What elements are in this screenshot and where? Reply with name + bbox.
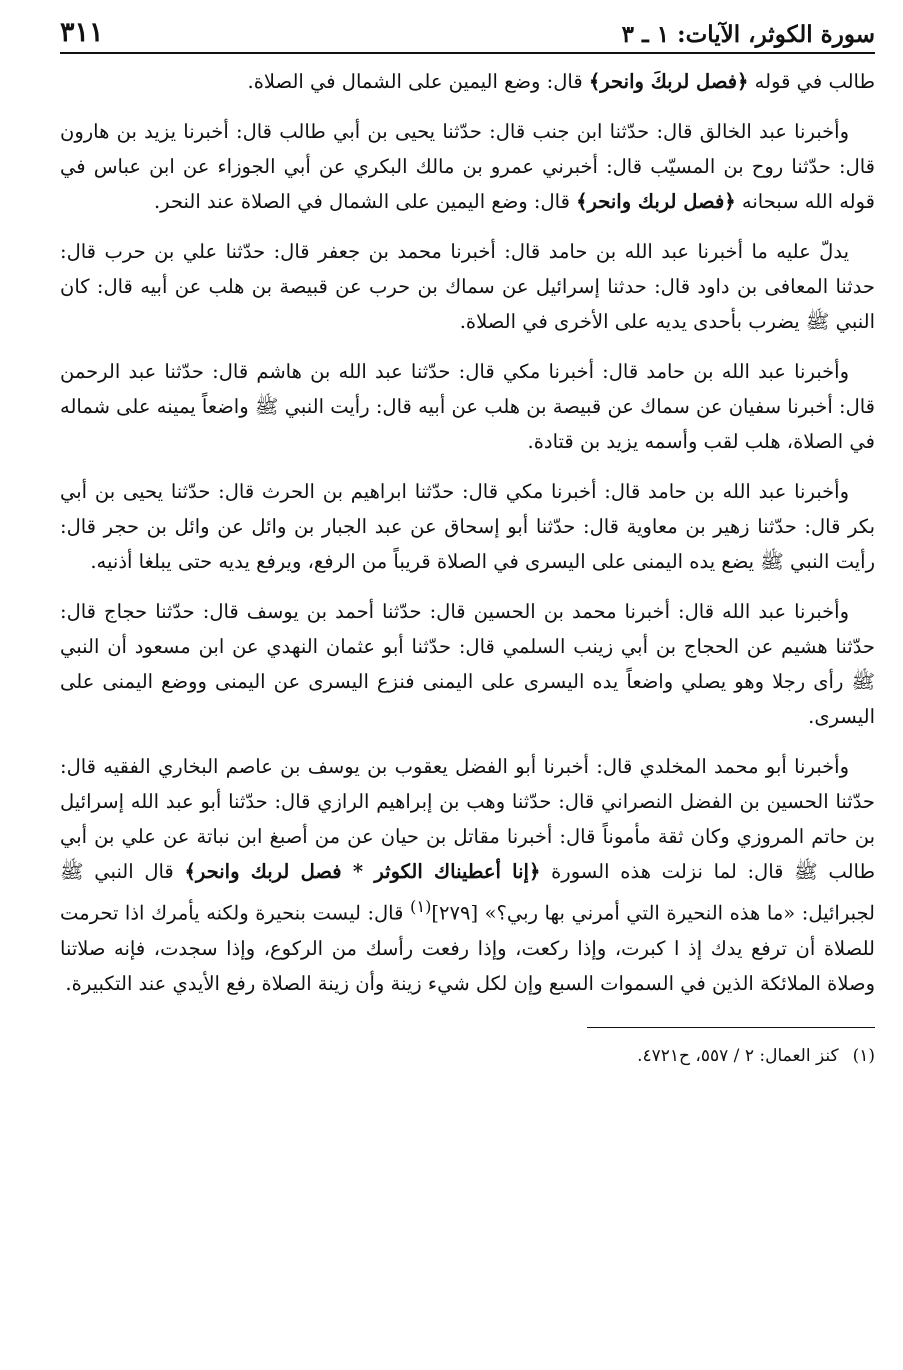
quran-quote: ﴿فصل لربكَ وانحر﴾ <box>588 70 749 93</box>
paragraph <box>60 354 875 459</box>
running-header <box>60 14 875 54</box>
text-run: قال: ليست بنحيرة ولكنه يأمرك اذا تحرمت للصلاة أن ترفع يدك إذ ا كبرت، وإذا ركعت، وإذا رفعت رأسك من الركوع، وإذا سجدت، فإنه صلاتنا وصلاة الملائكة الذين في السموات السبع وإن لكل شيء زينة وأن زينة الصلاة رفع الأيدي عند التكبيرة. <box>60 901 875 995</box>
footnote-text: كنز العمال: ٢ / ٥٥٧، ح٤٧٢١. <box>637 1045 839 1066</box>
chapter-title: سورة الكوثر، الآيات: ١ ـ ٣ <box>621 21 875 48</box>
paragraph <box>60 64 875 99</box>
book-page <box>60 14 875 1370</box>
page-number: ٣١١ <box>60 17 104 48</box>
text-run: وأخبرنا عبد الله بن حامد قال: أخبرنا مكي قال: حدّثنا عبد الله بن هاشم قال: حدّثنا عبد الرحمن قال: أخبرنا سفيان عن سماك عن قبيصة بن هلب عن أبيه قال: رأيت النبي ﷺ واضعاً يمينه على شماله في الصلاة، هلب لقب وأسمه يزيد بن قتادة. <box>60 360 875 453</box>
quran-quote: ﴿إنا أعطيناك الكوثر * فصل لربك وانحر﴾ <box>184 860 541 883</box>
text-run: وأخبرنا أبو محمد المخلدي قال: أخبرنا أبو الفضل يعقوب بن يوسف بن عاصم البخاري الفقيه قال: حدّثنا الحسين بن الفضل النصراني قال: حدّثنا وهب بن إبراهيم الرازي قال: حدّثنا أبو عبد الله إسرائيل بن حاتم المروزي وكان ثقة مأموناً قال: أخبرنا مقاتل بن حيان عن من أصبغ ابن نباتة عن علي بن أبي طالب ﷺ قال: لما نزلت هذه السورة <box>60 755 875 883</box>
text-run: قال: وضع اليمين على الشمال في الصلاة عند النحر. <box>153 190 577 213</box>
paragraph <box>60 749 875 1001</box>
text-run: وأخبرنا عبد الله بن حامد قال: أخبرنا مكي قال: حدّثنا ابراهيم بن الحرث قال: حدّثنا يحيى بن أبي بكر قال: حدّثنا زهير بن معاوية قال: حدّثنا أبو إسحاق عن عبد الجبار بن وائل عن وائل بن حجر قال: رأيت النبي ﷺ يضع يده اليمنى على اليسرى في الصلاة قريباً من الرفع، ويرفع يديه حتى يبلغا أذنيه. <box>60 480 875 573</box>
quran-quote: ﴿فصل لربك وانحر﴾ <box>576 190 736 213</box>
text-run: وأخبرنا عبد الله قال: أخبرنا محمد بن الحسين قال: حدّثنا أحمد بن يوسف قال: حدّثنا حجاج قال: حدّثنا هشيم عن الحجاج بن أبي زينب السلمي قال: حدّثنا أبو عثمان النهدي عن ابن مسعود أن النبي ﷺ رأى رجلا وهو يصلي واضعاً يده اليسرى على اليمنى فنزع اليسرى عن اليمنى ووضع اليمنى على اليسرى. <box>60 600 875 728</box>
text-run: قال النبي ﷺ لجبرائيل: «ما هذه النحيرة التي أمرني بها ربي؟» [٢٧٩] <box>60 860 875 925</box>
paragraph <box>60 474 875 579</box>
footnote-marker: (١) <box>410 897 432 916</box>
paragraph <box>60 114 875 219</box>
text-run: طالب في قوله <box>748 70 875 93</box>
paragraph <box>60 594 875 734</box>
footnote <box>60 1042 875 1070</box>
footnote-separator <box>587 1027 875 1028</box>
text-run: يدلّ عليه ما أخبرنا عبد الله بن حامد قال: أخبرنا محمد بن جعفر قال: حدّثنا علي بن حرب قال: حدثنا المعافى بن داود قال: حدثنا إسرائيل عن سماك بن حرب عن قبيصة بن هلب عن أبيه قال: كان النبي ﷺ يضرب بأحدى يديه على الأخرى في الصلاة. <box>60 240 875 333</box>
footnote-number: (١) <box>852 1045 875 1066</box>
page-body <box>60 64 875 1001</box>
text-run: وأخبرنا عبد الخالق قال: حدّثنا ابن جنب قال: حدّثنا يحيى بن أبي طالب قال: أخبرنا يزيد بن هارون قال: حدّثنا روح بن المسيّب قال: أخبرني عمرو بن مالك البكري عن أبي الجوزاء عن ابن عباس في قوله الله سبحانه <box>60 120 875 213</box>
text-run: قال: وضع اليمين على الشمال في الصلاة. <box>247 70 589 93</box>
paragraph <box>60 234 875 339</box>
